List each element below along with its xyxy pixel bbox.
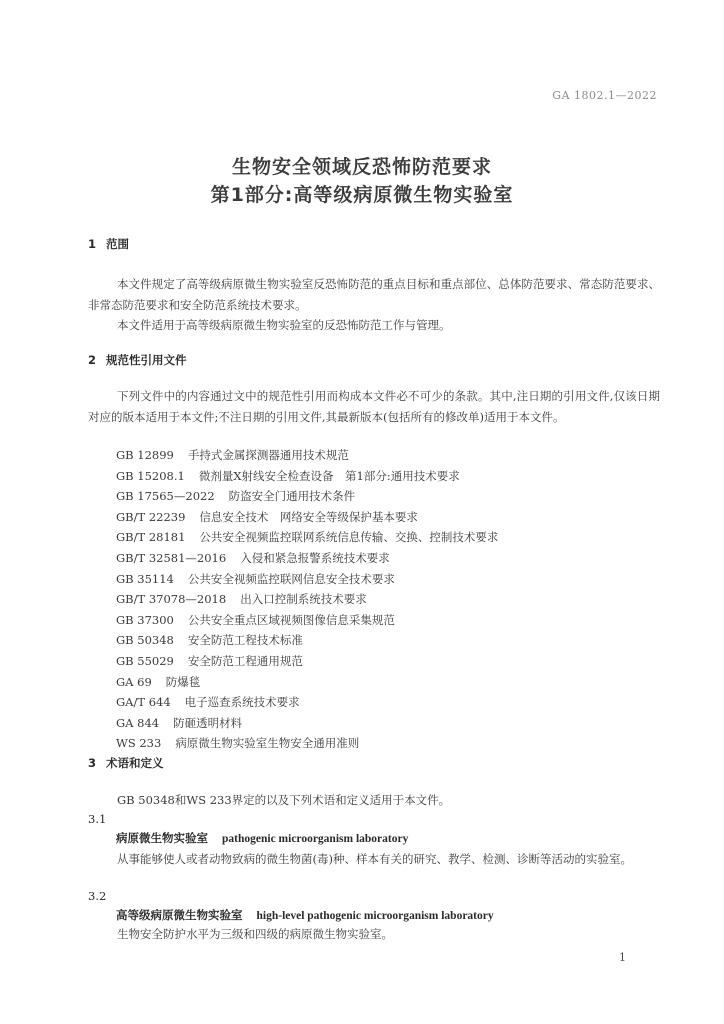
reference-item bbox=[116, 692, 498, 713]
reference-code: GB 15208.1 bbox=[116, 468, 185, 483]
section-2-heading bbox=[88, 352, 187, 368]
document-title-line1: 生物安全领域反恐怖防范要求 bbox=[231, 156, 492, 178]
term-definition: 生物安全防护水平为三级和四级的病原微生物实验室。 bbox=[117, 927, 393, 941]
reference-code: GB/T 28181 bbox=[116, 530, 186, 545]
reference-title: 防砸透明材料 bbox=[173, 715, 243, 730]
reference-code: GB 12899 bbox=[116, 448, 174, 462]
reference-code: GB 17565—2022 bbox=[116, 489, 215, 504]
reference-code: GB/T 32581—2016 bbox=[116, 550, 227, 565]
term-title bbox=[116, 907, 494, 923]
reference-item bbox=[116, 507, 498, 528]
reference-title: 安全防范工程技术标准 bbox=[187, 633, 303, 648]
reference-title: 防爆毯 bbox=[165, 674, 201, 689]
reference-title: 手持式金属探测器通用技术规范 bbox=[187, 448, 349, 462]
section-number: 2 bbox=[88, 353, 97, 367]
reference-item bbox=[116, 733, 498, 754]
section-title: 术语和定义 bbox=[106, 756, 164, 770]
reference-code: GB 37300 bbox=[116, 612, 174, 627]
section-number: 1 bbox=[88, 237, 97, 251]
reference-title: 病原微生物实验室生物安全通用准则 bbox=[175, 736, 360, 751]
reference-code: GB/T 22239 bbox=[116, 509, 186, 524]
reference-code: GA 69 bbox=[116, 674, 152, 689]
reference-title: 信息安全技术 网络安全等级保护基本要求 bbox=[199, 509, 418, 524]
term-title bbox=[116, 830, 408, 846]
section-1-paragraph-1: 本文件规定了高等级病原微生物实验室反恐怖防范的重点目标和重点部位、总体防范要求、常态防范要求、非常态防范要求和安全防范系统技术要求。 bbox=[88, 277, 660, 312]
term-title-en: high-level pathogenic microorganism laboratory bbox=[256, 910, 494, 922]
reference-code: GA 844 bbox=[116, 715, 160, 730]
reference-code: GB 50348 bbox=[116, 633, 174, 648]
section-title: 范围 bbox=[106, 237, 129, 251]
reference-title: 出入口控制系统技术要求 bbox=[240, 592, 367, 607]
term-definition: 从事能够使人或者动物致病的微生物菌(毒)种、样本有关的研究、教学、检测、诊断等活动的实验室。 bbox=[117, 852, 632, 866]
reference-item bbox=[116, 610, 498, 631]
reference-title: 电子巡查系统技术要求 bbox=[184, 695, 300, 710]
reference-item bbox=[116, 527, 498, 548]
reference-item bbox=[116, 713, 498, 734]
section-1-heading bbox=[88, 236, 129, 252]
reference-code: GB 55029 bbox=[116, 653, 174, 668]
term-title-zh: 病原微生物实验室 bbox=[116, 831, 208, 845]
reference-title: 安全防范工程通用规范 bbox=[187, 653, 303, 668]
reference-code: GB 35114 bbox=[116, 571, 174, 586]
reference-title: 公共安全视频监控联网系统信息传输、交换、控制技术要求 bbox=[199, 530, 499, 545]
term-number: 3.2 bbox=[88, 889, 107, 903]
reference-title: 防盗安全门通用技术条件 bbox=[228, 489, 356, 504]
reference-code: GB/T 37078—2018 bbox=[116, 592, 227, 607]
reference-item bbox=[116, 466, 498, 487]
reference-code: GA/T 644 bbox=[116, 695, 171, 710]
reference-item bbox=[116, 569, 498, 590]
normative-references-list bbox=[116, 445, 498, 754]
reference-title: 公共安全重点区域视频图像信息采集规范 bbox=[187, 612, 395, 627]
reference-item bbox=[116, 548, 498, 569]
document-title-line2: 第1部分:高等级病原微生物实验室 bbox=[210, 184, 514, 206]
standard-code: GA 1802.1—2022 bbox=[552, 89, 657, 102]
reference-title: 公共安全视频监控联网信息安全技术要求 bbox=[187, 571, 395, 586]
reference-item bbox=[116, 445, 498, 466]
section-number: 3 bbox=[88, 756, 97, 770]
reference-item bbox=[116, 630, 498, 651]
section-1-paragraph-2: 本文件适用于高等级病原微生物实验室的反恐怖防范工作与管理。 bbox=[117, 318, 451, 332]
term-title-zh: 高等级病原微生物实验室 bbox=[116, 908, 243, 922]
reference-item bbox=[116, 672, 498, 693]
reference-item bbox=[116, 589, 498, 610]
section-3-intro: GB 50348和WS 233界定的以及下列术语和定义适用于本文件。 bbox=[117, 793, 451, 807]
section-3-heading bbox=[88, 755, 164, 771]
reference-item bbox=[116, 486, 498, 507]
reference-title: 微剂量X射线安全检查设备 第1部分:通用技术要求 bbox=[198, 468, 460, 483]
reference-title: 入侵和紧急报警系统技术要求 bbox=[240, 550, 390, 565]
reference-code: WS 233 bbox=[116, 736, 162, 751]
section-2-intro: 下列文件中的内容通过文中的规范性引用而构成本文件必不可少的条款。其中,注日期的引用文件,仅该日期对应的版本适用于本文件;不注日期的引用文件,其最新版本(包括所有的修改单)适用于本文件。 bbox=[88, 389, 660, 424]
reference-item bbox=[116, 651, 498, 672]
section-title: 规范性引用文件 bbox=[106, 353, 187, 367]
term-title-en: pathogenic microorganism laboratory bbox=[222, 833, 409, 845]
term-number: 3.1 bbox=[88, 812, 107, 826]
page-number: 1 bbox=[619, 951, 626, 964]
